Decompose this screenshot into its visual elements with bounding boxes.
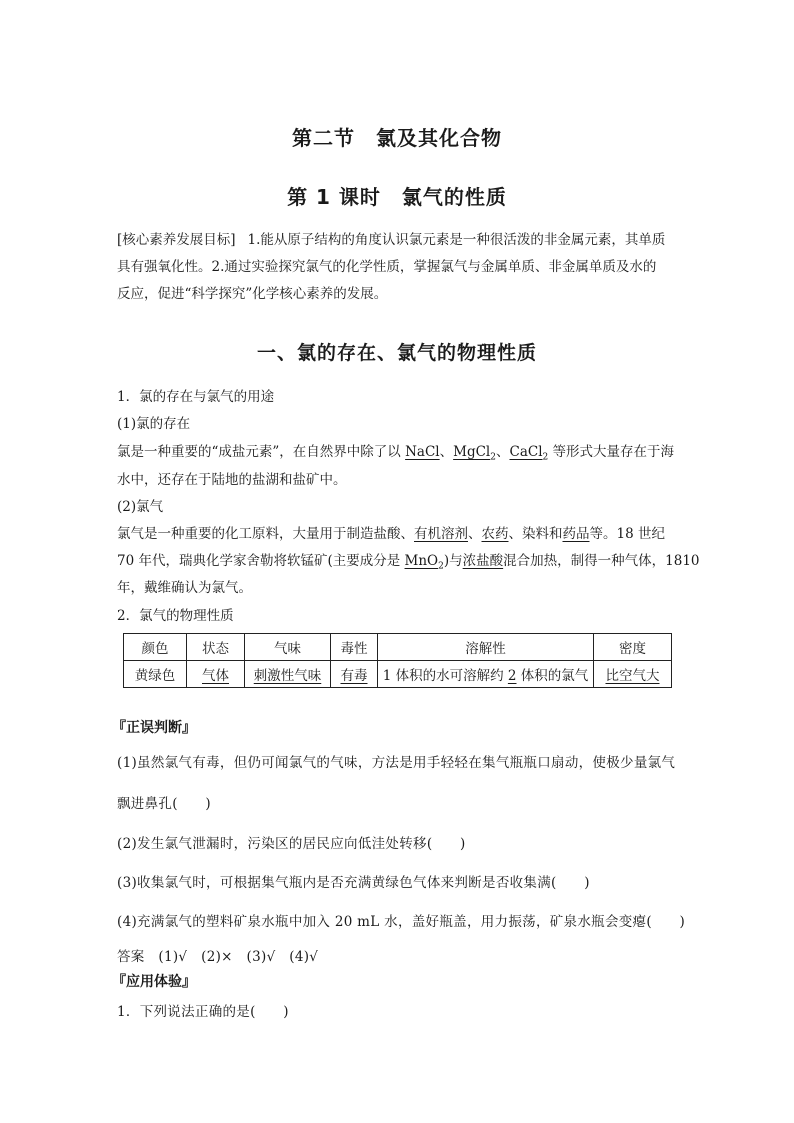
table-header-row <box>124 634 672 661</box>
cell-smell: 刺激性气味 <box>245 661 331 688</box>
goals-line-1: 1.能从原子结构的角度认识氯元素是一种很活泼的非金属元素，其单质 <box>247 232 666 248</box>
paragraph-2-line-1: 氯气是一种重要的化工原料，大量用于制造盐酸、有机溶剂、农药、染料和药品等。18 世纪 <box>117 526 665 542</box>
medicine: 药品 <box>562 526 590 542</box>
cell-toxicity: 有毒 <box>331 661 378 688</box>
paragraph-2-line-2: 70 年代，瑞典化学家舍勒将软锰矿(主要成分是 MnO$_2$)与浓盐酸混合加热，制得一种气体，1810 <box>117 553 700 572</box>
part1-heading: 一、氯的存在、氯气的物理性质 <box>256 342 537 364</box>
cell-density: 比空气大 <box>594 661 672 688</box>
question-1-line-1: (1)虽然氯气有毒，但仍可闻氯气的气味，方法是用手轻轻在集气瓶瓶口扇动，使极少量氯气 <box>117 755 676 771</box>
item-2: (2)氯气 <box>117 499 164 515</box>
paragraph-1-line-2: 水中，还存在于陆地的盐湖和盐矿中。 <box>117 472 347 488</box>
header-toxicity: 毒性 <box>331 634 378 661</box>
paragraph-2-line-3: 年，戴维确认为氯气。 <box>117 580 252 596</box>
answer-line: 答案 (1)√ (2)× (3)√ (4)√ <box>117 949 319 965</box>
paragraph-1-line-1: 氯是一种重要的“成盐元素”，在自然界中除了以 NaCl、MgCl$_2$、CaCl$_2$ 等形式大量存在于海 <box>117 444 675 463</box>
subheading-2: 2．氯气的物理性质 <box>117 608 234 624</box>
question-1-line-2: 飘进鼻孔( ) <box>117 796 211 812</box>
header-color: 颜色 <box>124 634 187 661</box>
section-title: 第二节 氯及其化合物 <box>292 126 502 150</box>
question-4: (4)充满氯气的塑料矿泉水瓶中加入 20 mL 水，盖好瓶盖，用力振荡，矿泉水瓶会变瘪( ) <box>117 914 686 930</box>
subheading-1: 1．氯的存在与氯气的用途 <box>117 389 275 405</box>
goals-line-2: 具有强氧化性。2.通过实验探究氯气的化学性质，掌握氯气与金属单质、非金属单质及水的 <box>117 259 657 275</box>
lesson-title: 第 1 课时 氯气的性质 <box>287 185 507 209</box>
header-state: 状态 <box>187 634 245 661</box>
cacl2: CaCl$_2$ <box>509 444 549 463</box>
goals-label: [核心素养发展目标] <box>117 232 236 248</box>
nacl: NaCl <box>405 444 440 460</box>
pesticide: 农药 <box>481 526 509 542</box>
header-density: 密度 <box>594 634 672 661</box>
table-row <box>124 661 672 688</box>
mgcl2: MgCl$_2$ <box>453 444 496 463</box>
header-smell: 气味 <box>245 634 331 661</box>
judgment-heading: 『正误判断』 <box>112 720 196 736</box>
mno2: MnO$_2$ <box>404 553 444 572</box>
cell-solubility: 1 体积的水可溶解约 2 体积的氯气 <box>378 661 594 688</box>
application-question-1: 1．下列说法正确的是( ) <box>117 1004 289 1020</box>
question-3: (3)收集氯气时，可根据集气瓶内是否充满黄绿色气体来判断是否收集满( ) <box>117 875 590 891</box>
application-heading: 『应用体验』 <box>112 974 196 990</box>
properties-table <box>123 633 672 688</box>
cell-color: 黄绿色 <box>124 661 187 688</box>
cell-state: 气体 <box>187 661 245 688</box>
goals-line-3: 反应，促进“科学探究”化学核心素养的发展。 <box>117 286 388 302</box>
item-1: (1)氯的存在 <box>117 416 191 432</box>
goals-block <box>117 227 665 253</box>
conc-hcl: 浓盐酸 <box>462 553 504 569</box>
question-2: (2)发生氯气泄漏时，污染区的居民应向低洼处转移( ) <box>117 836 466 852</box>
organic-solvent: 有机溶剂 <box>414 526 468 542</box>
header-solubility: 溶解性 <box>378 634 594 661</box>
